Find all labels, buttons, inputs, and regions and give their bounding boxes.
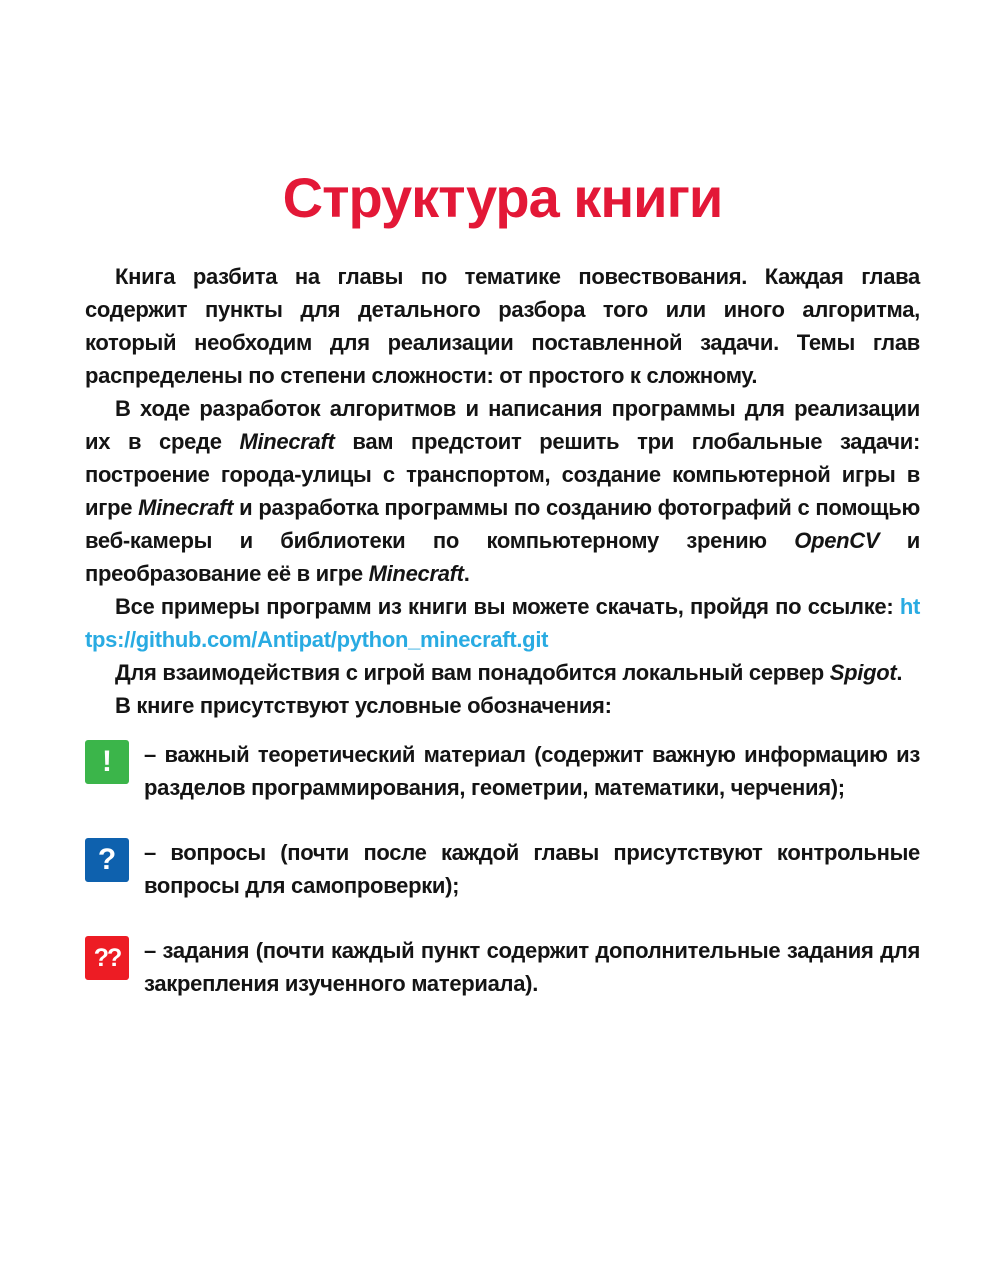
paragraph-text: Все примеры программ из книги вы можете скачать, пройдя по ссылке: bbox=[115, 594, 900, 619]
double-question-icon bbox=[85, 936, 129, 980]
notation-legend bbox=[85, 738, 920, 1000]
paragraph-text: вам предстоит решить три глобальные задачи: построение города-улицы с транспортом, создание компьютерной игры в игре bbox=[85, 429, 920, 520]
legend-item-important bbox=[85, 738, 920, 804]
opencv-label: OpenCV bbox=[794, 528, 880, 553]
icon-glyph: ! bbox=[102, 745, 112, 778]
body-text bbox=[85, 260, 920, 1000]
paragraph-text: Книга разбита на главы по тематике повествования. Каждая глава содержит пункты для детального разбора того или иного алгоритма, который необходим для реализации поставленной задачи. Темы глав распределены по степени сложности: от простого к сложному. bbox=[85, 264, 920, 388]
spigot-label: Spigot bbox=[829, 660, 897, 685]
legend-item-text: – задания (почти каждый пункт содержит дополнительные задания для закрепления изученного материала). bbox=[144, 938, 920, 996]
paragraph-text: . bbox=[896, 660, 903, 685]
question-icon bbox=[85, 838, 129, 882]
paragraph-text: . bbox=[463, 561, 470, 586]
paragraph-intro bbox=[85, 260, 920, 392]
paragraph-tasks bbox=[85, 392, 920, 590]
exclamation-icon bbox=[85, 740, 129, 784]
github-link[interactable]: https://github.com/Antipat/python_minecraft.git bbox=[85, 594, 920, 652]
paragraph-text: Для взаимодействия с игрой вам понадобится локальный сервер bbox=[115, 660, 830, 685]
page-title: Структура книги bbox=[282, 166, 723, 229]
paragraph-text: В ходе разработок алгоритмов и написания программы для реализации их в среде bbox=[85, 396, 920, 454]
minecraft-label: Minecraft bbox=[239, 429, 335, 454]
icon-glyph: ? bbox=[97, 843, 117, 876]
paragraph-text: и преобразование её в игре bbox=[85, 528, 920, 586]
paragraph-text: и разработка программы по созданию фотографий с помощью веб-камеры и библиотеки по компьютерному зрению bbox=[85, 495, 920, 553]
paragraph-legend-intro bbox=[85, 689, 920, 722]
legend-item-text: – важный теоретический материал (содержит важную информацию из разделов программирования, геометрии, математики, черчения); bbox=[144, 742, 920, 800]
legend-item-tasks bbox=[85, 934, 920, 1000]
icon-glyph: ?? bbox=[93, 943, 121, 972]
paragraph-download bbox=[85, 590, 920, 656]
legend-item-questions bbox=[85, 836, 920, 902]
minecraft-label: Minecraft bbox=[368, 561, 464, 586]
minecraft-label: Minecraft bbox=[138, 495, 234, 520]
paragraph-text: В книге присутствуют условные обозначения: bbox=[115, 693, 612, 718]
paragraph-server bbox=[85, 656, 920, 689]
legend-item-text: – вопросы (почти после каждой главы присутствуют контрольные вопросы для самопроверки); bbox=[144, 840, 920, 898]
